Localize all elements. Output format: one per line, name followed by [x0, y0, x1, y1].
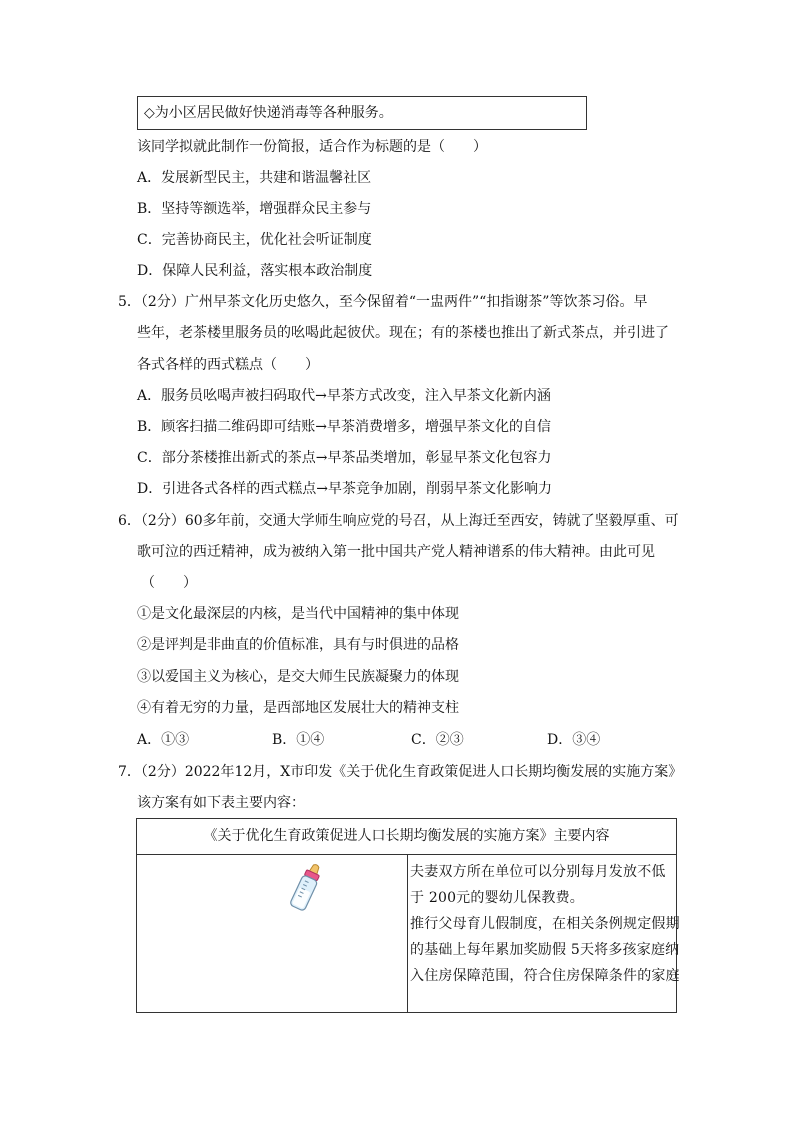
- q6-option-d: D．③④: [547, 732, 601, 748]
- q6-option-c: C．②③: [411, 732, 464, 748]
- q7-table-text-line-2: 于 200元的婴幼儿保教费。: [410, 890, 584, 906]
- q6-option-b: B．①④: [272, 732, 325, 748]
- q5-option-b: B．顾客扫描二维码即可结账→早茶消费增多，增强早茶文化的自信: [137, 419, 552, 435]
- q7-table-header-text: 《关于优化生育政策促进人口长期均衡发展的实施方案》主要内容: [203, 828, 610, 844]
- q6-statement-3: ③以爱国主义为核心，是交大师生民族凝聚力的体现: [137, 669, 459, 685]
- q7-line-2: 该方案有如下表主要内容：: [137, 795, 305, 811]
- q7-table-text-line-5: 入住房保障范围，符合住房保障条件的家庭: [410, 968, 680, 984]
- service-box: [137, 96, 587, 130]
- q6-statement-4: ④有着无穷的力量，是西部地区发展壮大的精神支柱: [137, 700, 459, 716]
- q4-option-d: D．保障人民利益，落实根本政治制度: [137, 263, 373, 279]
- q7-table-image-cell: [137, 855, 408, 1013]
- q6-statement-2: ②是评判是非曲直的价值标准，具有与时俱进的品格: [137, 637, 459, 653]
- q7-table-header: [137, 819, 677, 855]
- q5-option-c: C．部分茶楼推出新式的茶点→早茶品类增加，彰显早茶文化包容力: [137, 450, 552, 466]
- q5-line-1: 5．（2分）广州早茶文化历史悠久，至今保留着“一盅两件”“扣指谢茶”等饮茶习俗。早: [118, 294, 648, 310]
- q7-table-text-line-3: 推行父母育儿假制度，在相关条例规定假期: [410, 916, 680, 932]
- q6-option-a: A．①③: [137, 732, 190, 748]
- q5-line-2: 些年，老茶楼里服务员的吆喝此起彼伏。现在；有的茶楼也推出了新式茶点，并引进了: [137, 325, 669, 341]
- q6-line-2: 歌可泣的西迁精神，成为被纳入第一批中国共产党人精神谱系的伟大精神。由此可见: [137, 544, 655, 560]
- q4-option-a: A．发展新型民主，共建和谐温馨社区: [137, 170, 372, 186]
- q5-option-d: D．引进各式各样的西式糕点→早茶竞争加剧，削弱早茶文化影响力: [137, 481, 552, 497]
- q4-option-b: B．坚持等额选举，增强群众民主参与: [137, 201, 372, 217]
- q4-stem: 该同学拟就此制作一份简报，适合作为标题的是（ ）: [137, 139, 487, 155]
- q7-table: [136, 818, 680, 1013]
- q7-table-text-cell: [408, 855, 680, 1013]
- q5-option-a: A．服务员吆喝声被扫码取代→早茶方式改变，注入早茶文化新内涵: [137, 388, 551, 404]
- q5-line-3: 各式各样的西式糕点（ ）: [137, 357, 319, 373]
- baby-bottle-icon: [288, 862, 324, 914]
- q6-line-1: 6．（2分）60多年前，交通大学师生响应党的号召，从上海迁至西安，铸就了坚毅厚重、可: [118, 513, 679, 529]
- q4-option-c: C．完善协商民主，优化社会听证制度: [137, 232, 372, 248]
- service-box-text: ◇为小区居民做好快递消毒等各种服务。: [144, 105, 393, 121]
- q6-line-3: （ ）: [141, 575, 197, 591]
- q7-table-text-line-1: 夫妻双方所在单位可以分别每月发放不低: [410, 864, 666, 880]
- q7-line-1: 7．（2分）2022年12月，X市印发《关于优化生育政策促进人口长期均衡发展的实施方案》: [118, 764, 683, 780]
- q6-statement-1: ①是文化最深层的内核，是当代中国精神的集中体现: [137, 606, 459, 622]
- q7-table-text-line-4: 的基础上每年累加奖励假 5天将多孩家庭纳: [410, 942, 680, 958]
